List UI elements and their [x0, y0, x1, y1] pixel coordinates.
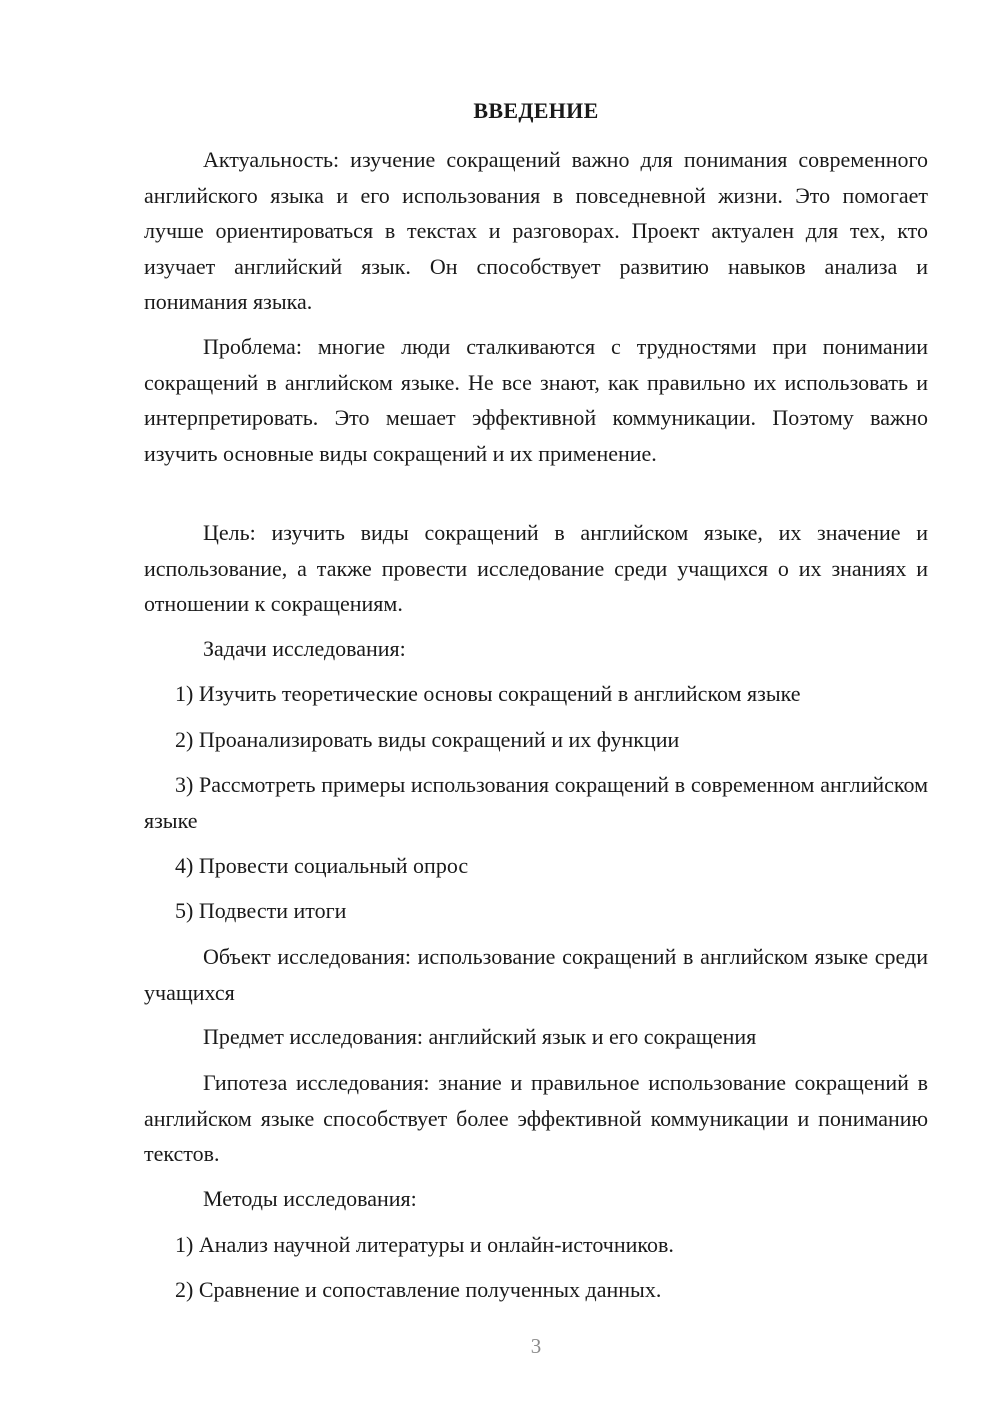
- page-number: 3: [530, 1334, 542, 1358]
- methods-heading: Методы исследования:: [203, 1186, 417, 1211]
- task-item-1: 1) Изучить теоретические основы сокращений в английском языке: [175, 681, 801, 706]
- relevance-paragraph: Актуальность: изучение сокращений важно для понимания современного английского языка и его использования в повседневной жизни. Это помогает лучше ориентироваться в текстах и разговорах. Проект актуален для тех, кто изучает английский язык. Он способствует развитию навыков анализа и понимания языка.: [144, 147, 928, 314]
- method-item-1: 1) Анализ научной литературы и онлайн-источников.: [175, 1232, 674, 1257]
- hypothesis-paragraph: Гипотеза исследования: знание и правильное использование сокращений в английском языке способствует более эффективной коммуникации и пониманию текстов.: [144, 1070, 928, 1166]
- task-item-3: 3) Рассмотреть примеры использования сокращений в современном английском языке: [144, 772, 928, 833]
- tasks-heading: Задачи исследования:: [203, 636, 406, 661]
- goal-paragraph: Цель: изучить виды сокращений в английском языке, их значение и использование, а также провести исследование среди учащихся о их знаниях и отношении к сокращениям.: [144, 520, 928, 616]
- task-item-2: 2) Проанализировать виды сокращений и их функции: [175, 727, 680, 752]
- problem-paragraph: Проблема: многие люди сталкиваются с трудностями при понимании сокращений в английском языке. Не все знают, как правильно их использовать и интерпретировать. Это мешает эффективной коммуникации. Поэтому важно изучить основные виды сокращений и их применение.: [144, 334, 928, 466]
- task-item-4: 4) Провести социальный опрос: [175, 853, 469, 878]
- method-item-2: 2) Сравнение и сопоставление полученных данных.: [175, 1277, 662, 1302]
- section-title: ВВЕДЕНИЕ: [473, 98, 599, 123]
- document-page: [144, 0, 928, 1414]
- task-item-5: 5) Подвести итоги: [175, 898, 347, 923]
- object-paragraph: Объект исследования: использование сокращений в английском языке среди учащихся: [144, 944, 928, 1005]
- subject-paragraph: Предмет исследования: английский язык и его сокращения: [203, 1024, 757, 1049]
